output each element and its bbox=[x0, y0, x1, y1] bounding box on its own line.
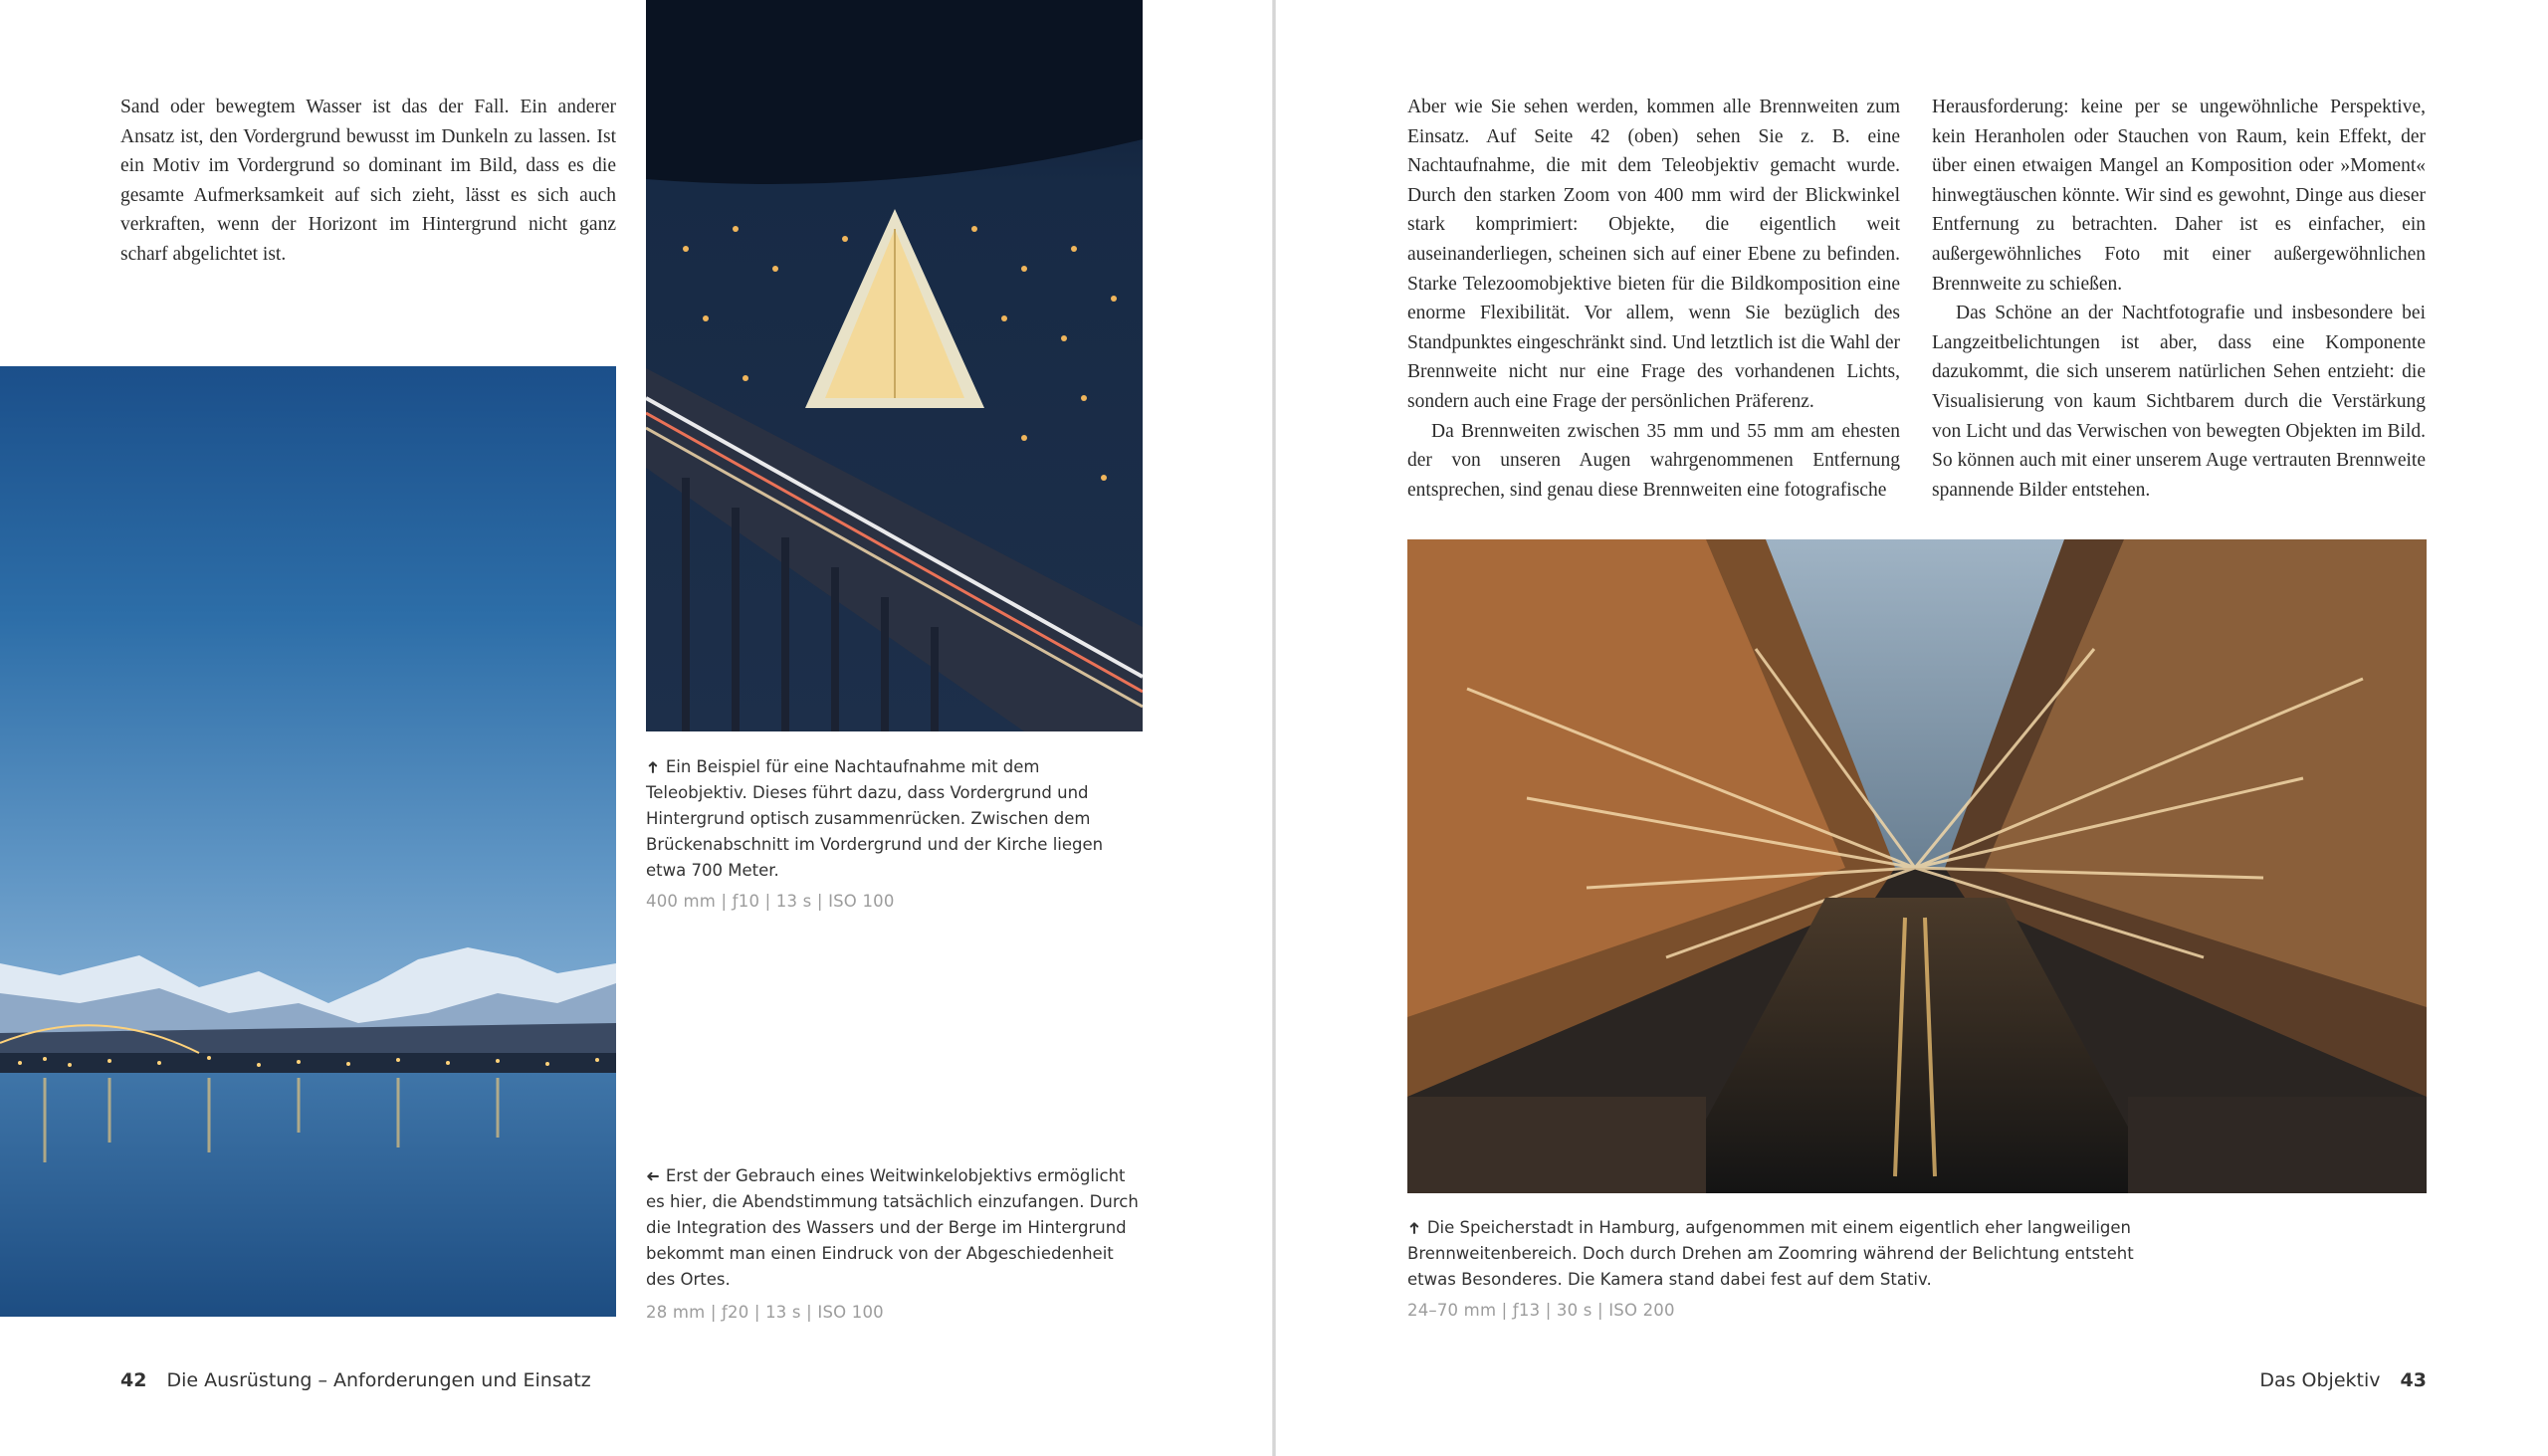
arrow-up-icon: ➜ bbox=[1403, 1221, 1423, 1235]
caption-fjord: ➜ Erst der Gebrauch eines Weitwinkelobjektivs ermöglicht es hier, die Abendstimmung tatsächlich einzufangen. Durch die Integration des Wassers und der Berge im Hintergrund bekommt man einen Eindruck von der Abgeschiedenheit des Ortes. bbox=[646, 1163, 1144, 1293]
paragraph: Da Brennweiten zwischen 35 mm und 55 mm am ehesten der von unseren Augen wahrgenommenen Entfernung entsprechen, sind genau diese Brennweiten eine fotografische bbox=[1407, 420, 1900, 501]
right-column-1 bbox=[1407, 93, 1900, 505]
right-column-2 bbox=[1932, 93, 2426, 505]
arrow-left-icon: ➜ bbox=[646, 1167, 660, 1186]
exif-fjord: 28 mm | ƒ20 | 13 s | ISO 100 bbox=[646, 1303, 884, 1322]
right-footer bbox=[2259, 1369, 2427, 1391]
paragraph: Herausforderung: keine per se ungewöhnliche Perspektive, kein Heranholen oder Stauchen von Raum, kein Effekt, der über einen etwaigen Mangel an Komposition oder »Moment« hinwegtäuschen könnte. Wir sind es gewohnt, Dinge aus dieser Entfernung zu betrachten. Daher ist es einfacher, ein außergewöhnliches Foto mit einer außergewöhnlichen Brennweite zu schießen. bbox=[1932, 97, 2426, 295]
paragraph: Das Schöne an der Nachtfotografie und insbesondere bei Langzeitbelichtungen ist aber, dass eine Komponente dazukommt, die sich unserem natürlichen Sehen entzieht: die Visualisierung von kaum Sichtbarem durch die Verstärkung von Licht und das Verwischen von bewegten Objekten im Bild. So können auch mit einer unserem Auge vertrauten Brennweite spannende Bilder entstehen. bbox=[1932, 303, 2426, 501]
left-footer bbox=[120, 1369, 591, 1391]
fjord-photo bbox=[0, 366, 616, 1317]
left-paragraph: Sand oder bewegtem Wasser ist das der Fall. Ein anderer Ansatz ist, den Vordergrund bewusst im Dunkeln zu lassen. Ist ein Motiv im Vordergrund so dominant im Bild, dass es die gesamte Aufmerksamkeit auf sich zieht, lässt es sich auch verkraften, wenn der Horizont im Hintergrund nicht ganz scharf abgelichtet ist. bbox=[120, 97, 616, 265]
page-number: 43 bbox=[2400, 1369, 2427, 1391]
exif-church: 400 mm | ƒ10 | 13 s | ISO 100 bbox=[646, 892, 895, 911]
running-title: Die Ausrüstung – Anforderungen und Einsatz bbox=[166, 1369, 591, 1391]
paragraph: Aber wie Sie sehen werden, kommen alle Brennweiten zum Einsatz. Auf Seite 42 (oben) sehen Sie z. B. eine Nachtaufnahme, die mit dem Teleobjektiv gemacht wurde. Durch den starken Zoom von 400 mm wird der Blickwinkel stark komprimiert: Objekte, die eigentlich weit auseinanderliegen, scheinen sich auf einer Ebene zu befinden. Starke Telezoomobjektive bieten für die Bildkomposition eine enorme Flexibilität. Vor allem, wenn Sie bezüglich des Standpunktes eingeschränkt sind. Und letztlich ist die Wahl der Brennweite nicht nur eine Frage des vorhandenen Lichts, sondern auch eine Frage der persönlichen Präferenz. bbox=[1407, 97, 1900, 412]
caption-church: ➜ Ein Beispiel für eine Nachtaufnahme mit dem Teleobjektiv. Dieses führt dazu, dass Vordergrund und Hintergrund optisch zusammenrücken. Zwischen dem Brückenabschnitt im Vordergrund und der Kirche liegen etwa 700 Meter. bbox=[646, 754, 1144, 884]
caption-hamburg: ➜ Die Speicherstadt in Hamburg, aufgenommen mit einem eigentlich eher langweiligen Brennweitenbereich. Doch durch Drehen am Zoomring während der Belichtung entsteht etwas Besonderes. Die Kamera stand dabei fest auf dem Stativ. bbox=[1407, 1215, 2164, 1293]
exif-hamburg: 24–70 mm | ƒ13 | 30 s | ISO 200 bbox=[1407, 1301, 1675, 1320]
arrow-up-icon: ➜ bbox=[642, 760, 662, 774]
page-number: 42 bbox=[120, 1369, 147, 1391]
left-body-text bbox=[120, 93, 616, 270]
church-photo bbox=[646, 0, 1143, 731]
running-title: Das Objektiv bbox=[2259, 1369, 2381, 1391]
right-page bbox=[1276, 0, 2548, 1456]
left-page bbox=[0, 0, 1272, 1456]
hamburg-photo bbox=[1407, 539, 2427, 1193]
